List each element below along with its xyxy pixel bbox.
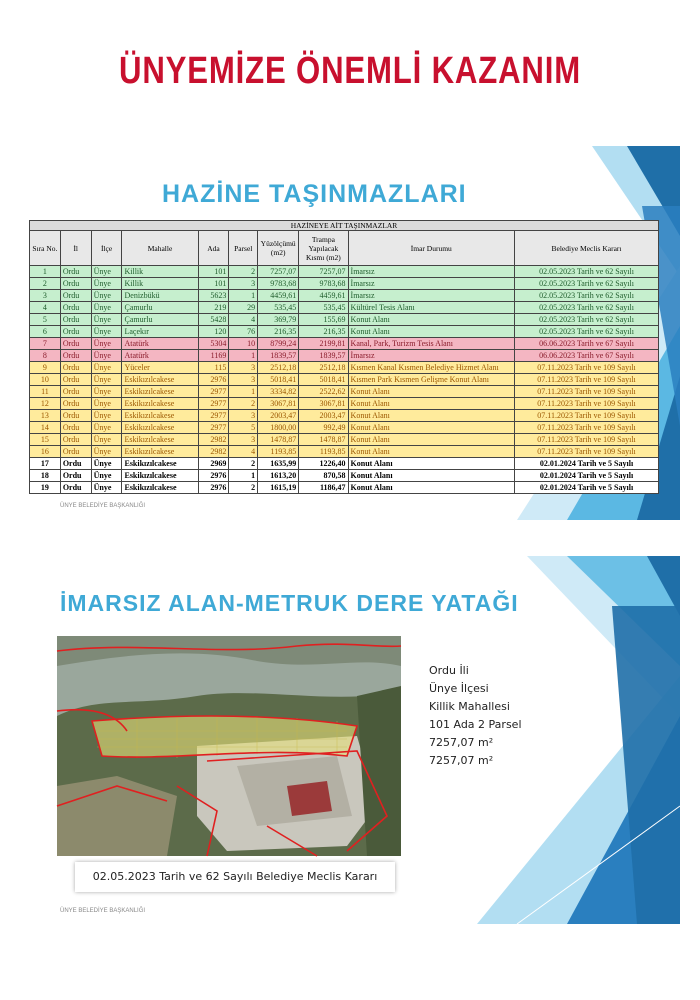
table-cell: Eskikızılcakese	[122, 422, 198, 434]
table-cell: Ünye	[91, 458, 122, 470]
column-header: Belediye Meclis Kararı	[515, 231, 659, 266]
table-cell: Ordu	[60, 410, 91, 422]
table-cell: 9783,68	[258, 278, 299, 290]
aerial-map-image	[57, 636, 401, 856]
table-caption: HAZİNEYE AİT TAŞINMAZLAR	[30, 221, 659, 231]
table-cell: Ünye	[91, 314, 122, 326]
table-row	[30, 326, 659, 338]
slide-title: İMARSIZ ALAN-METRUK DERE YATAĞI	[60, 590, 519, 616]
table-cell: 02.05.2023 Tarih ve 62 Sayılı	[515, 290, 659, 302]
table-cell: 10	[30, 374, 61, 386]
table-cell: Ordu	[60, 470, 91, 482]
table-cell: Kanal, Park, Turizm Tesis Alanı	[348, 338, 514, 350]
table-cell: 02.05.2023 Tarih ve 62 Sayılı	[515, 326, 659, 338]
table-cell: Ordu	[60, 458, 91, 470]
parcel-info	[429, 662, 522, 770]
table-cell: 1	[229, 290, 258, 302]
table-cell: Konut Alanı	[348, 422, 514, 434]
table-cell: 1839,57	[299, 350, 348, 362]
table-cell: 2522,62	[299, 386, 348, 398]
table-row	[30, 290, 659, 302]
table-cell: 2512,18	[258, 362, 299, 374]
column-header: Ada	[198, 231, 229, 266]
table-cell: 4459,61	[299, 290, 348, 302]
table-cell: 3067,81	[299, 398, 348, 410]
table-cell: 3	[30, 290, 61, 302]
table-cell: 101	[198, 278, 229, 290]
table-row	[30, 362, 659, 374]
table-cell: Çamurlu	[122, 314, 198, 326]
info-line: Ordu İli	[429, 664, 469, 677]
table-cell: 02.05.2023 Tarih ve 62 Sayılı	[515, 266, 659, 278]
table-cell: 2003,47	[299, 410, 348, 422]
table-cell: Eskikızılcakese	[122, 446, 198, 458]
table-cell: 535,45	[258, 302, 299, 314]
table-cell: 13	[30, 410, 61, 422]
decision-caption: 02.05.2023 Tarih ve 62 Sayılı Belediye Meclis Kararı	[75, 862, 395, 892]
info-line: Killik Mahallesi	[429, 700, 510, 713]
table-cell: 7257,07	[258, 266, 299, 278]
table-cell: 07.11.2023 Tarih ve 109 Sayılı	[515, 446, 659, 458]
table-cell: 11	[30, 386, 61, 398]
table-cell: Atatürk	[122, 338, 198, 350]
table-cell: 3334,82	[258, 386, 299, 398]
table-row	[30, 458, 659, 470]
table-row	[30, 470, 659, 482]
table-cell: 3	[229, 278, 258, 290]
table-cell: Denizbükü	[122, 290, 198, 302]
table-cell: 02.01.2024 Tarih ve 5 Sayılı	[515, 482, 659, 494]
table-cell: 1615,19	[258, 482, 299, 494]
table-cell: 06.06.2023 Tarih ve 67 Sayılı	[515, 338, 659, 350]
table-row	[30, 266, 659, 278]
table-cell: Kısmen Park Kısmen Gelişme Konut Alanı	[348, 374, 514, 386]
table-cell: 2976	[198, 374, 229, 386]
table-cell: Ordu	[60, 482, 91, 494]
table-cell: Ordu	[60, 290, 91, 302]
table-row	[30, 314, 659, 326]
table-cell: Ünye	[91, 266, 122, 278]
table-cell: 02.05.2023 Tarih ve 62 Sayılı	[515, 314, 659, 326]
table-cell: 120	[198, 326, 229, 338]
headline: ÜNYEMİZE ÖNEMLİ KAZANIM	[118, 50, 582, 92]
table-cell: 7	[30, 338, 61, 350]
info-line: 101 Ada 2 Parsel	[429, 718, 522, 731]
table-cell: İmarsız	[348, 266, 514, 278]
table-cell: Konut Alanı	[348, 314, 514, 326]
table-cell: 16	[30, 446, 61, 458]
table-cell: Kültürel Tesis Alanı	[348, 302, 514, 314]
table-cell: Ordu	[60, 266, 91, 278]
column-header: İlçe	[91, 231, 122, 266]
table-cell: 2976	[198, 482, 229, 494]
table-cell: 155,69	[299, 314, 348, 326]
table-cell: Eskikızılcakese	[122, 386, 198, 398]
table-cell: 1800,00	[258, 422, 299, 434]
table-cell: 15	[30, 434, 61, 446]
info-line: 7257,07 m²	[429, 736, 494, 749]
column-header: Mahalle	[122, 231, 198, 266]
table-cell: Çamurlu	[122, 302, 198, 314]
table-cell: Konut Alanı	[348, 434, 514, 446]
table-row	[30, 350, 659, 362]
table-cell: 3	[229, 434, 258, 446]
table-row	[30, 398, 659, 410]
table-cell: 07.11.2023 Tarih ve 109 Sayılı	[515, 374, 659, 386]
column-header: Trampa Yapılacak Kısmı (m2)	[299, 231, 348, 266]
table-cell: 06.06.2023 Tarih ve 67 Sayılı	[515, 350, 659, 362]
table-cell: 6	[30, 326, 61, 338]
table-row	[30, 422, 659, 434]
table-cell: Ordu	[60, 314, 91, 326]
column-header: İmar Durumu	[348, 231, 514, 266]
table-cell: 10	[229, 338, 258, 350]
table-cell: Konut Alanı	[348, 446, 514, 458]
table-cell: 1478,87	[299, 434, 348, 446]
table-cell: 5	[30, 314, 61, 326]
table-cell: 115	[198, 362, 229, 374]
table-cell: 2982	[198, 434, 229, 446]
table-cell: Ünye	[91, 434, 122, 446]
table-cell: 02.05.2023 Tarih ve 62 Sayılı	[515, 278, 659, 290]
table-cell: 1	[229, 350, 258, 362]
table-cell: Ünye	[91, 278, 122, 290]
table-cell: Ordu	[60, 362, 91, 374]
table-cell: 18	[30, 470, 61, 482]
table-body	[30, 266, 659, 494]
table-cell: Ordu	[60, 422, 91, 434]
column-header: Yüzölçümü (m2)	[258, 231, 299, 266]
table-cell: İmarsız	[348, 350, 514, 362]
table-cell: Ünye	[91, 350, 122, 362]
table-cell: Konut Alanı	[348, 470, 514, 482]
table-cell: 1169	[198, 350, 229, 362]
table-cell: Ordu	[60, 386, 91, 398]
table-cell: 5	[229, 422, 258, 434]
table-cell: 2	[229, 266, 258, 278]
table-cell: 4459,61	[258, 290, 299, 302]
table-cell: 3	[229, 410, 258, 422]
slide-imarsiz-alan	[47, 556, 680, 924]
table-cell: 1186,47	[299, 482, 348, 494]
table-cell: Kısmen Kanal Kısmen Belediye Hizmet Alanı	[348, 362, 514, 374]
table-row	[30, 446, 659, 458]
table-cell: 2	[229, 398, 258, 410]
table-cell: 1193,85	[299, 446, 348, 458]
table-cell: 76	[229, 326, 258, 338]
table-cell: Ordu	[60, 374, 91, 386]
slide-hazine-tasinmazlari	[32, 146, 680, 520]
table-cell: Ordu	[60, 434, 91, 446]
table-cell: 4	[30, 302, 61, 314]
table-cell: Ünye	[91, 422, 122, 434]
info-line: 7257,07 m²	[429, 754, 494, 767]
table-cell: Eskikızılcakese	[122, 434, 198, 446]
table-row	[30, 410, 659, 422]
table-cell: 2977	[198, 386, 229, 398]
info-line: Ünye İlçesi	[429, 682, 489, 695]
table-cell: 2	[229, 482, 258, 494]
table-cell: 07.11.2023 Tarih ve 109 Sayılı	[515, 386, 659, 398]
column-header: Parsel	[229, 231, 258, 266]
table-cell: 7257,07	[299, 266, 348, 278]
footer: ÜNYE BELEDİYE BAŞKANLIĞI	[60, 503, 146, 509]
table-cell: 2	[30, 278, 61, 290]
table-cell: 1478,87	[258, 434, 299, 446]
table-cell: 219	[198, 302, 229, 314]
table-cell: 1635,99	[258, 458, 299, 470]
table-cell: Eskikızılcakese	[122, 470, 198, 482]
table-cell: 2977	[198, 422, 229, 434]
table-cell: Ünye	[91, 302, 122, 314]
table-cell: İmarsız	[348, 278, 514, 290]
table-cell: 1	[30, 266, 61, 278]
table-cell: 5623	[198, 290, 229, 302]
table-cell: 5018,41	[258, 374, 299, 386]
table-cell: 1	[229, 470, 258, 482]
table-cell: 1226,40	[299, 458, 348, 470]
table-cell: 5428	[198, 314, 229, 326]
table-cell: Konut Alanı	[348, 410, 514, 422]
table-cell: 1	[229, 386, 258, 398]
table-cell: Ünye	[91, 338, 122, 350]
table-cell: 992,49	[299, 422, 348, 434]
table-cell: 216,35	[299, 326, 348, 338]
table-cell: Ordu	[60, 350, 91, 362]
table-cell: Ordu	[60, 446, 91, 458]
table-cell: 2	[229, 458, 258, 470]
table-cell: Eskikızılcakese	[122, 458, 198, 470]
table-cell: 870,58	[299, 470, 348, 482]
table-cell: 5304	[198, 338, 229, 350]
table-cell: 1193,85	[258, 446, 299, 458]
table-cell: 9783,68	[299, 278, 348, 290]
table-cell: Ünye	[91, 398, 122, 410]
table-cell: Laçekır	[122, 326, 198, 338]
table-cell: Ünye	[91, 410, 122, 422]
table-cell: İmarsız	[348, 290, 514, 302]
column-header: Sıra No.	[30, 231, 61, 266]
table-cell: 369,79	[258, 314, 299, 326]
table-cell: Killik	[122, 278, 198, 290]
table-row	[30, 338, 659, 350]
table-cell: 07.11.2023 Tarih ve 109 Sayılı	[515, 422, 659, 434]
table-cell: 07.11.2023 Tarih ve 109 Sayılı	[515, 410, 659, 422]
table-cell: 8	[30, 350, 61, 362]
table-row	[30, 386, 659, 398]
table-cell: 2199,81	[299, 338, 348, 350]
table-cell: Ordu	[60, 278, 91, 290]
table-cell: 02.01.2024 Tarih ve 5 Sayılı	[515, 470, 659, 482]
table-cell: 535,45	[299, 302, 348, 314]
table-cell: Yüceler	[122, 362, 198, 374]
table-cell: Ünye	[91, 446, 122, 458]
footer: ÜNYE BELEDİYE BAŞKANLIĞI	[60, 908, 146, 914]
table-cell: 2976	[198, 470, 229, 482]
table-cell: Ordu	[60, 302, 91, 314]
table-cell: Konut Alanı	[348, 398, 514, 410]
table-cell: 02.05.2023 Tarih ve 62 Sayılı	[515, 302, 659, 314]
table-row	[30, 374, 659, 386]
table-cell: 2977	[198, 398, 229, 410]
table-cell: 101	[198, 266, 229, 278]
table-cell: Ordu	[60, 326, 91, 338]
table-row	[30, 302, 659, 314]
table-cell: 02.01.2024 Tarih ve 5 Sayılı	[515, 458, 659, 470]
table-cell: Ünye	[91, 386, 122, 398]
table-cell: 29	[229, 302, 258, 314]
table-cell: 2003,47	[258, 410, 299, 422]
table-cell: 1839,57	[258, 350, 299, 362]
table-cell: Ordu	[60, 398, 91, 410]
hazine-table	[29, 220, 659, 494]
table-cell: 2982	[198, 446, 229, 458]
table-cell: 216,35	[258, 326, 299, 338]
table-cell: 2977	[198, 410, 229, 422]
table-cell: Killik	[122, 266, 198, 278]
table-cell: 07.11.2023 Tarih ve 109 Sayılı	[515, 362, 659, 374]
table-cell: Ünye	[91, 374, 122, 386]
table-cell: 1613,20	[258, 470, 299, 482]
table-cell: Eskikızılcakese	[122, 398, 198, 410]
table-cell: 3	[229, 362, 258, 374]
table-cell: 07.11.2023 Tarih ve 109 Sayılı	[515, 434, 659, 446]
table-cell: Eskikızılcakese	[122, 482, 198, 494]
table-cell: 9	[30, 362, 61, 374]
table-cell: 4	[229, 314, 258, 326]
table-cell: Ünye	[91, 470, 122, 482]
table-cell: 2512,18	[299, 362, 348, 374]
table-row	[30, 278, 659, 290]
column-header: İl	[60, 231, 91, 266]
table-cell: 14	[30, 422, 61, 434]
table-cell: Atatürk	[122, 350, 198, 362]
table-cell: Ünye	[91, 362, 122, 374]
table-cell: Konut Alanı	[348, 458, 514, 470]
table-cell: 4	[229, 446, 258, 458]
table-cell: 07.11.2023 Tarih ve 109 Sayılı	[515, 398, 659, 410]
table-cell: Ünye	[91, 290, 122, 302]
table-cell: Konut Alanı	[348, 482, 514, 494]
table-cell: 12	[30, 398, 61, 410]
table-cell: Konut Alanı	[348, 326, 514, 338]
table-cell: 8799,24	[258, 338, 299, 350]
table-cell: Eskikızılcakese	[122, 374, 198, 386]
table-row	[30, 434, 659, 446]
table-cell: Konut Alanı	[348, 386, 514, 398]
table-header-row	[30, 231, 659, 266]
table-cell: 3	[229, 374, 258, 386]
table-cell: 17	[30, 458, 61, 470]
table-cell: 5018,41	[299, 374, 348, 386]
table-cell: Ünye	[91, 326, 122, 338]
table-cell: Ünye	[91, 482, 122, 494]
table-row	[30, 482, 659, 494]
table-cell: 19	[30, 482, 61, 494]
table-cell: Eskikızılcakese	[122, 410, 198, 422]
table-cell: Ordu	[60, 338, 91, 350]
table-cell: 2969	[198, 458, 229, 470]
table-cell: 3067,81	[258, 398, 299, 410]
slide-title: HAZİNE TAŞINMAZLARI	[162, 180, 467, 208]
